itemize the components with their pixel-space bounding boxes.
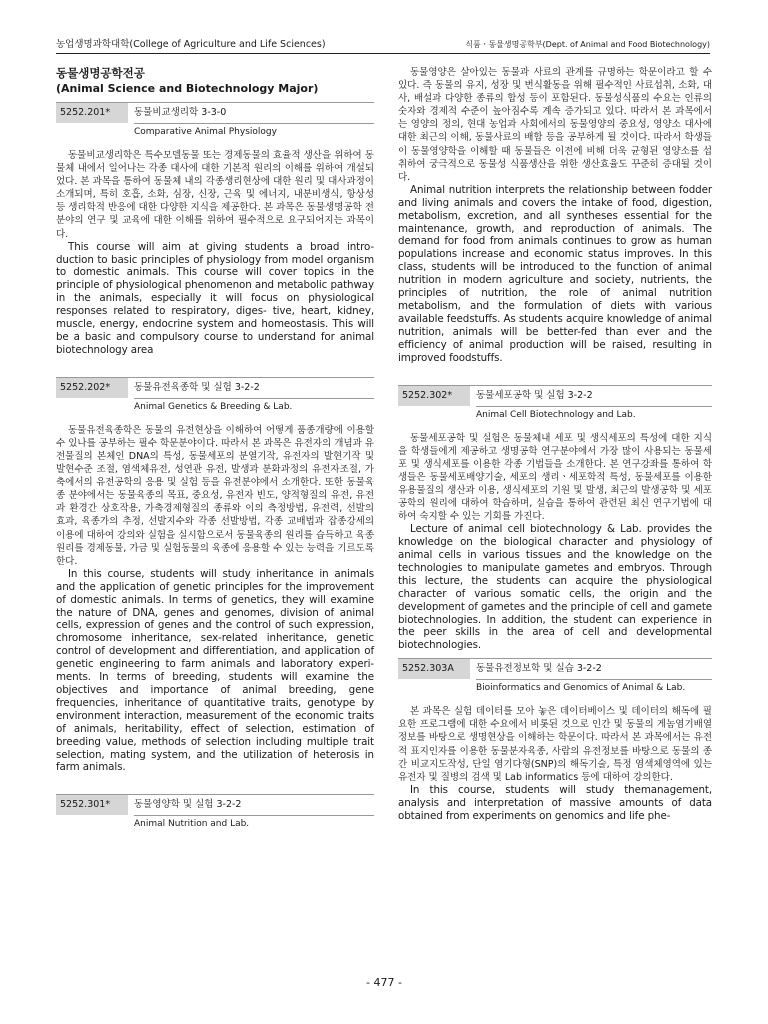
header-college: 농업생명과학대학(College of Agriculture and Life Sciences) [56,39,326,50]
course-code: 5252.303A [398,659,470,679]
course-header [56,794,374,815]
course-description-en: In this course, students will study themanagement, analysis and interpretation of massive amounts of data obtained from experiments on genomics and life phe- [398,783,712,822]
course-description-en: Animal nutrition interprets the relationship between fodder and living animals and covers the intake of food, digestion, metabolism, excretion, and all syntheses essential for the maintenance, growth, and reproduction of animals. The demand for food from animals continues to grow as human populations increase and economic status improves. In this class, students will be introduced to the function of animal nutrition in modern agriculture and society, nutrients, the principles of nutrition, the role of animal nutrition metabolism, and the formulation of diets with various available feedstuffs. As students acquire knowledge of animal nutrition, animals will be better-fed than ever and the efficiency of animal production will be raised, resulting in improved foodstuffs. [398,183,712,364]
course-header [398,385,712,406]
course-description-ko: 동물유전육종학은 동물의 유전현상을 이해하여 어떻게 품종개량에 이용할 수 있나를 공부하는 필수 학문분야이다. 따라서 본 과목은 유전자의 개념과 유전물질의 본체인 DNA의 특성, 동물세포의 분열기작, 유전자의 발현기작 및 발현수준 조절, 염색체유전, 성연관 유전, 발생과 분화과정의 유전자조절, 가축에서의 유전공학의 응용 및 실험 등을 유전분야에서 소개한다. 또한 동물육종 분야에서는 동물육종의 목표, 중요성, 유전자 빈도, 양적형질의 유전, 유전과 환경간 상호작용, 가축경제형질의 종류와 이의 측정방법, 유전력, 선발의 효과, 육종가의 추정, 선발지수와 각종 선발방법, 각종 교배법과 잡종강세의 이용에 대하여 강의와 실험을 실시함으로서 동물육종의 원리를 습득하고 육종원리를 경제동물, 가금 및 실험동물의 육종에 응용할 수 있는 능력을 기르도록 한다. [56,424,374,567]
course-english-title: Bioinformatics and Genomics of Animal & Lab. [476,679,712,695]
course-name: 동물유전육종학 및 실험 3-2-2 [134,381,260,393]
course-name: 동물영양학 및 실험 3-2-2 [134,799,242,811]
page-number: - 477 - [366,976,402,989]
course-5252-202 [56,377,374,775]
major-title-en: (Animal Science and Biotechnology Major) [56,82,319,95]
course-header [56,102,374,123]
course-code: 5252.202* [56,378,128,398]
course-description-ko: 동물세포공학 및 실험은 동물체내 세포 및 생식세포의 특성에 대한 지식을 학생들에게 제공하고 생명공학 연구분야에서 가장 많이 사용되는 동물세포 및 생식세포를 이용한 각종 기법들을 소개한다. 본 연구강좌를 통하여 학생들은 동물세포배양기술, 세포의 생리ㆍ세포학적 특성, 동물세포를 이용한 유용물질의 생산과 이용, 생식세포의 기원 및 발생, 최근의 발생공학 및 세포공학의 원리에 대하여 학습하며, 실습을 통하여 관련된 최신 연구기법에 대하여 숙지할 수 있는 기회를 가진다. [398,432,712,523]
right-column [398,66,712,823]
course-description-en: Lecture of animal cell biotechnology & Lab. provides the knowledge on the biological character and physiology of animal cells in various tissues and the knowledge on the technologies to manipulate gametes and embryos. Through this lecture, the students can acquire the physiological character of various somatic cells, the origin and the development of gametes and the principle of cell and gamete biotechnologies. In addition, the student can experience in the peer skills in the area of cell and developmental biotechnologies. [398,523,712,652]
left-column [56,66,374,841]
course-5252-201 [56,102,374,357]
course-english-title: Animal Cell Biotechnology and Lab. [476,406,712,422]
course-description-ko: 동물영양은 살아있는 동물과 사료의 관계를 규명하는 학문이라고 할 수 있다. 즉 동물의 유지, 성장 및 번식활동을 위해 필수적인 사료섭취, 소화, 대사, 배설과 다양한 종류의 합성 등이 포함된다. 동물성식품의 수요는 인류의 숫자와 경제적 수준이 높아짐수록 계속 증가되고 있다. 따라서 본 과목에서는 영양의 정의, 현대 농업과 사회에서의 동물영양의 중요성, 영양소 대사에 대한 최근의 이해, 동물사료의 배합 등을 공부하게 될 것이다. 따라서 학생들이 동물영양학을 이해할 때 동물들은 이전에 비해 더욱 균형된 영양소를 섭취하여 궁극적으로 동물성 식품생산을 위한 생산효율도 꾸준히 증대될 것이다. [398,67,712,183]
course-header [398,658,712,679]
course-5252-302 [398,385,712,653]
major-title-ko: 동물생명공학전공 [56,66,145,80]
course-description-ko: 동물비교생리학은 특수모델동물 또는 경제동물의 효율적 생산을 위하여 동물체 내에서 일어나는 각종 대사에 대한 기본적 원리의 이해를 위하여 개설되었다. 본 과목을 통하여 동물체 내의 각종생리현상에 대한 원리 및 대사과정이 소개되며, 특히 호흡, 소화, 심장, 신장, 근육 및 에너지, 내분비생식, 항상성 등 생리학적 반응에 대한 다양한 지식을 제공한다. 본 과목은 동물생명공학 전 분야의 연구 및 교육에 대한 이해를 위하여 필수적으로 요구되어지는 과목이다. [56,150,374,240]
course-description-en: In this course, students will study inheritance in animals and the application of genetic principles for the improvement of domestic animals. In terms of genetics, they will examine the nature of DNA, genes and genomes, division of animal cells, expression of genes and the control of such expression, chromosome inheritance, sex-related inheritance, genetic control of development and differentiation, and application of genetic engineering to farm animals and laboratory experi- ments. In terms of breeding, students will examine the objectives and importance of animal breeding, gene frequencies, inheritance of quantitative traits, genotype by environment interaction, measurement of the economic traits of animals, heritability, effect of selection, estimation of breeding value, methods of selection including multiple trait selection, mating system, and the utilization of heterosis in farm animals. [56,567,374,774]
course-description-ko: 본 과목은 실험 데이터를 모아 놓은 데이터베이스 및 데이터의 해독에 필요한 프로그램에 대한 수요에서 비롯된 것으로 인간 및 동물의 게놈염기배열 정보를 바탕으로 생명현상을 이해하는 학문이다. 따라서 본 과목에서는 유전적 표지인자를 이용한 동물분자육종, 사람의 유전정보를 바탕으로 동물의 종간 비교지도작성, 단일 염기다형(SNP)의 해독기술, 특정 염색체영역에 있는 유전자 및 질병의 검색 및 Lab informatics 등에 대하여 강의한다. [398,706,712,783]
header-department: 식품ㆍ동물생명공학부(Dept. of Animal and Food Biotechnology) [465,40,710,49]
course-header [56,377,374,398]
course-name: 동물세포공학 및 실험 3-2-2 [476,389,593,401]
course-5252-301 [56,794,374,831]
course-code: 5252.302* [398,386,470,406]
course-description-en: This course will aim at giving students a broad intro- duction to basic principles of physiology from model organism to domestic animals. This course will cover topics in the principle of physiological phenomenon and metabolic pathway in the animals, especially it will focus on physiological responses related to respiratory, diges- tive, heart, kidney, muscle, energy, endocrine system and homeostasis. This will be a basic and compulsory course to understand for animal biotechnology area [56,240,374,356]
course-english-title: Animal Nutrition and Lab. [134,815,374,831]
course-5252-303A [398,658,712,822]
course-english-title: Comparative Animal Physiology [134,123,374,139]
course-code: 5252.301* [56,795,128,815]
course-code: 5252.201* [56,103,128,123]
course-name: 동물비교생리학 3-3-0 [134,107,227,118]
course-name: 동물유전정보학 및 실습 3-2-2 [476,663,602,675]
course-english-title: Animal Genetics & Breeding & Lab. [134,398,374,414]
page-header [56,34,710,54]
